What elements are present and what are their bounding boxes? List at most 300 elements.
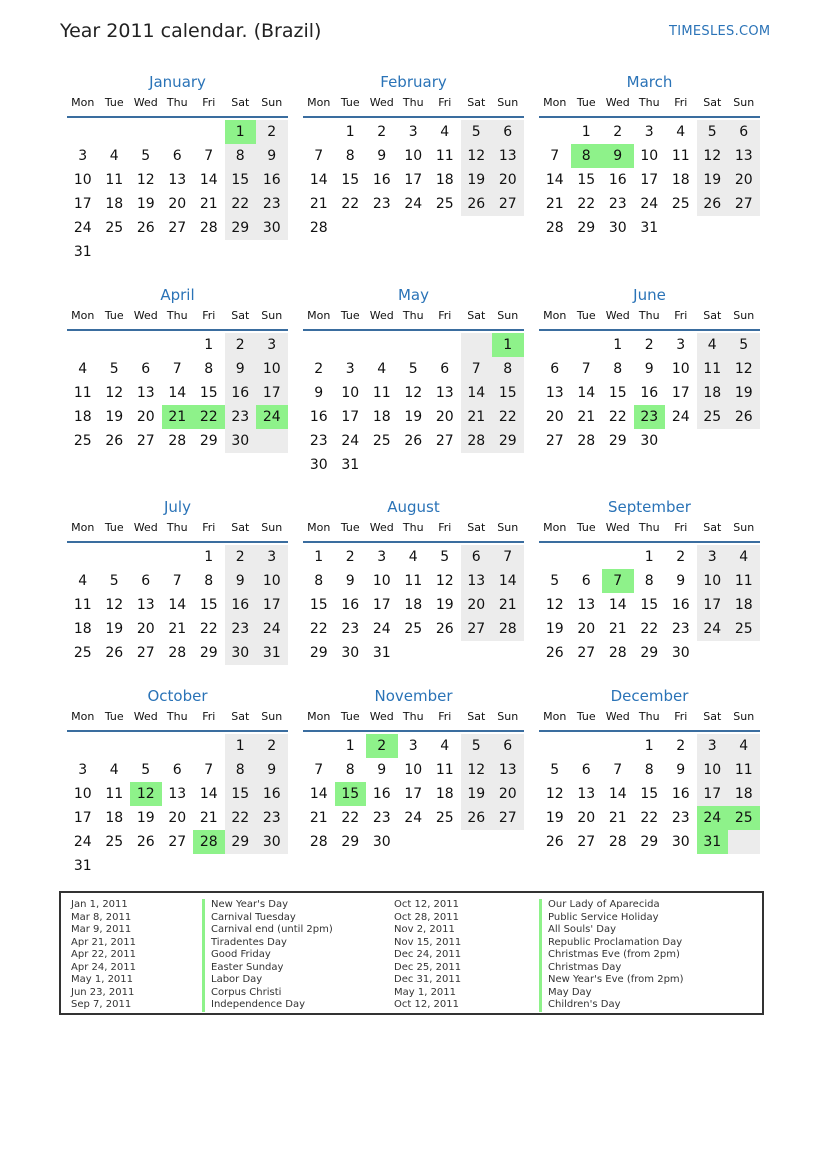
day-cell: 19 xyxy=(435,597,454,613)
day-cell: 25 xyxy=(73,645,92,661)
day-cell: 13 xyxy=(734,148,753,164)
weekday-label: Thu xyxy=(638,96,660,109)
day-cell: 9 xyxy=(235,573,245,589)
week-row xyxy=(303,641,524,665)
day-cell: 19 xyxy=(404,409,423,425)
month-december xyxy=(539,686,760,878)
day-cell: 9 xyxy=(377,762,387,778)
day-cell: 27 xyxy=(136,645,155,661)
day-cell: 28 xyxy=(467,433,486,449)
day-cell: 20 xyxy=(577,810,596,826)
month-name: July xyxy=(164,498,191,516)
weekday-header xyxy=(303,521,524,535)
week-row xyxy=(539,144,760,168)
day-cell: 4 xyxy=(676,124,686,140)
week-row xyxy=(539,405,760,429)
day-cell: 20 xyxy=(136,621,155,637)
holiday-date: Jun 23, 2011 xyxy=(71,986,135,998)
day-cell: 18 xyxy=(734,786,753,802)
weekday-header xyxy=(539,309,760,323)
weekday-label: Tue xyxy=(576,521,596,534)
week-row xyxy=(67,405,288,429)
day-cell: 14 xyxy=(545,172,564,188)
day-cell: 7 xyxy=(172,573,182,589)
day-cell: 27 xyxy=(435,433,454,449)
day-cell: 29 xyxy=(199,433,218,449)
holiday-day-cell: 8 xyxy=(571,144,603,168)
day-cell: 8 xyxy=(235,148,245,164)
week-row xyxy=(303,429,524,453)
week-row xyxy=(67,381,288,405)
weekday-label: Tue xyxy=(340,521,360,534)
week-row xyxy=(303,357,524,381)
day-cell: 10 xyxy=(640,148,659,164)
day-cell: 14 xyxy=(577,385,596,401)
day-cell: 3 xyxy=(267,549,277,565)
day-cell: 5 xyxy=(440,549,450,565)
day-cell: 18 xyxy=(73,409,92,425)
weekday-label: Fri xyxy=(674,309,688,322)
day-cell: 19 xyxy=(467,172,486,188)
day-cell: 28 xyxy=(608,834,627,850)
day-grid xyxy=(67,120,288,264)
holiday-day-cell: 7 xyxy=(602,569,634,593)
day-cell: 10 xyxy=(404,762,423,778)
week-row xyxy=(67,357,288,381)
week-row xyxy=(67,806,288,830)
weekday-label: Sun xyxy=(497,710,519,723)
day-cell: 9 xyxy=(377,148,387,164)
day-cell: 23 xyxy=(671,810,690,826)
header-rule xyxy=(67,541,288,543)
day-cell: 24 xyxy=(372,621,391,637)
day-cell: 24 xyxy=(73,834,92,850)
day-cell: 25 xyxy=(404,621,423,637)
day-cell: 30 xyxy=(372,834,391,850)
day-cell: 29 xyxy=(640,645,659,661)
day-cell: 10 xyxy=(262,361,281,377)
day-cell: 5 xyxy=(550,762,560,778)
day-cell: 11 xyxy=(372,385,391,401)
weekday-label: Fri xyxy=(202,710,216,723)
holiday-date: Sep 7, 2011 xyxy=(71,999,132,1010)
day-cell: 7 xyxy=(314,148,324,164)
day-cell: 17 xyxy=(671,385,690,401)
day-cell: 4 xyxy=(739,738,749,754)
day-grid xyxy=(303,120,524,264)
day-cell: 2 xyxy=(267,738,277,754)
day-cell: 12 xyxy=(545,597,564,613)
day-cell: 9 xyxy=(345,573,355,589)
day-cell: 19 xyxy=(136,810,155,826)
weekday-header xyxy=(303,710,524,724)
day-cell: 3 xyxy=(644,124,654,140)
day-cell: 10 xyxy=(73,172,92,188)
day-cell: 4 xyxy=(377,361,387,377)
day-grid xyxy=(303,545,524,689)
day-cell: 22 xyxy=(341,810,360,826)
day-grid xyxy=(67,734,288,878)
holiday-name: Carnival end (until 2pm) xyxy=(202,924,333,937)
weekday-label: Fri xyxy=(202,521,216,534)
day-cell: 22 xyxy=(341,196,360,212)
day-cell: 4 xyxy=(109,762,119,778)
day-cell: 3 xyxy=(707,549,717,565)
day-cell: 8 xyxy=(314,573,324,589)
day-cell: 2 xyxy=(235,549,245,565)
day-cell: 7 xyxy=(204,762,214,778)
day-cell: 18 xyxy=(435,172,454,188)
day-cell: 19 xyxy=(703,172,722,188)
weekday-label: Mon xyxy=(307,96,331,109)
day-cell: 22 xyxy=(577,196,596,212)
holiday-day-cell: 9 xyxy=(602,144,634,168)
weekday-label: Tue xyxy=(340,309,360,322)
day-cell: 11 xyxy=(73,597,92,613)
holiday-name: New Year's Eve (from 2pm) xyxy=(539,974,684,987)
day-cell: 6 xyxy=(141,361,151,377)
day-cell: 23 xyxy=(671,621,690,637)
day-cell: 26 xyxy=(467,196,486,212)
day-cell: 21 xyxy=(577,409,596,425)
day-cell: 18 xyxy=(671,172,690,188)
day-cell: 9 xyxy=(644,361,654,377)
month-october xyxy=(67,686,288,878)
day-cell: 6 xyxy=(471,549,481,565)
holiday-day-cell: 24 xyxy=(697,806,729,830)
month-name: August xyxy=(387,498,440,516)
weekday-label: Sun xyxy=(261,521,283,534)
day-cell: 30 xyxy=(671,834,690,850)
weekday-label: Wed xyxy=(605,309,630,322)
day-cell: 18 xyxy=(404,597,423,613)
day-cell: 18 xyxy=(703,385,722,401)
day-cell: 6 xyxy=(503,738,513,754)
weekday-label: Thu xyxy=(166,96,188,109)
day-cell: 17 xyxy=(73,810,92,826)
holiday-date: Dec 24, 2011 xyxy=(394,949,462,960)
day-cell: 3 xyxy=(707,738,717,754)
holiday-day-cell: 22 xyxy=(193,405,225,429)
day-cell: 13 xyxy=(545,385,564,401)
day-cell: 31 xyxy=(73,244,92,260)
holiday-day-cell: 25 xyxy=(728,806,760,830)
day-cell: 29 xyxy=(498,433,517,449)
day-cell: 3 xyxy=(78,762,88,778)
day-cell: 27 xyxy=(577,645,596,661)
day-cell: 31 xyxy=(341,457,360,473)
holiday-date: Mar 8, 2011 xyxy=(71,911,132,923)
day-cell: 26 xyxy=(404,433,423,449)
header-rule xyxy=(303,730,524,732)
day-cell: 11 xyxy=(105,172,124,188)
day-cell: 20 xyxy=(498,172,517,188)
holiday-day-cell: 23 xyxy=(634,405,666,429)
week-row xyxy=(539,569,760,593)
month-name: December xyxy=(610,687,689,705)
day-grid xyxy=(303,734,524,878)
week-row xyxy=(67,429,288,453)
week-row xyxy=(303,593,524,617)
weekday-label: Wed xyxy=(133,710,158,723)
weekday-header xyxy=(539,96,760,110)
day-cell: 23 xyxy=(231,409,250,425)
day-cell: 2 xyxy=(345,549,355,565)
day-cell: 16 xyxy=(671,597,690,613)
week-row xyxy=(67,333,288,357)
month-name: January xyxy=(149,73,206,91)
day-cell: 27 xyxy=(498,810,517,826)
day-cell: 14 xyxy=(168,385,187,401)
header-rule xyxy=(67,730,288,732)
holiday-date: May 1, 2011 xyxy=(71,974,134,985)
day-cell: 17 xyxy=(73,196,92,212)
weekday-label: Tue xyxy=(340,710,360,723)
day-cell: 1 xyxy=(204,549,214,565)
weekday-label: Wed xyxy=(605,710,630,723)
week-row xyxy=(67,593,288,617)
week-row xyxy=(67,545,288,569)
day-cell: 11 xyxy=(73,385,92,401)
holiday-day-cell: 31 xyxy=(697,830,729,854)
day-cell: 26 xyxy=(136,220,155,236)
holiday-name: Our Lady of Aparecida xyxy=(539,899,684,912)
day-cell: 31 xyxy=(640,220,659,236)
day-cell: 17 xyxy=(341,409,360,425)
header-rule xyxy=(539,116,760,118)
week-row xyxy=(539,734,760,758)
day-cell: 29 xyxy=(608,433,627,449)
week-row xyxy=(303,830,524,854)
week-row xyxy=(303,453,524,477)
day-cell: 2 xyxy=(314,361,324,377)
day-cell: 30 xyxy=(608,220,627,236)
holiday-name: Corpus Christi xyxy=(202,987,333,1000)
day-cell: 12 xyxy=(545,786,564,802)
week-row xyxy=(539,617,760,641)
day-cell: 16 xyxy=(640,385,659,401)
legend-dates-right xyxy=(394,899,461,1012)
day-cell: 14 xyxy=(608,597,627,613)
weekday-label: Wed xyxy=(133,309,158,322)
day-cell: 6 xyxy=(581,573,591,589)
weekday-label: Wed xyxy=(369,521,394,534)
day-cell: 3 xyxy=(408,738,418,754)
day-cell: 7 xyxy=(314,762,324,778)
day-cell: 23 xyxy=(231,621,250,637)
week-row xyxy=(303,617,524,641)
week-row xyxy=(67,782,288,806)
day-cell: 25 xyxy=(734,621,753,637)
day-cell: 8 xyxy=(644,573,654,589)
weekday-label: Wed xyxy=(605,521,630,534)
weekday-header xyxy=(67,96,288,110)
day-cell: 19 xyxy=(136,196,155,212)
day-cell: 12 xyxy=(136,172,155,188)
weekday-label: Sat xyxy=(467,521,486,534)
day-cell: 6 xyxy=(172,148,182,164)
weekday-label: Mon xyxy=(71,710,95,723)
week-row xyxy=(539,758,760,782)
month-name: February xyxy=(380,73,447,91)
day-cell: 9 xyxy=(314,385,324,401)
day-cell: 10 xyxy=(262,573,281,589)
week-row xyxy=(303,806,524,830)
day-cell: 8 xyxy=(204,573,214,589)
weekday-label: Wed xyxy=(369,96,394,109)
weekday-label: Thu xyxy=(638,309,660,322)
week-row xyxy=(539,357,760,381)
day-cell: 9 xyxy=(267,148,277,164)
day-cell: 26 xyxy=(136,834,155,850)
day-cell: 8 xyxy=(235,762,245,778)
day-cell: 16 xyxy=(671,786,690,802)
day-cell: 8 xyxy=(503,361,513,377)
day-cell: 5 xyxy=(109,573,119,589)
day-cell: 4 xyxy=(440,738,450,754)
weekday-label: Fri xyxy=(674,710,688,723)
day-cell: 14 xyxy=(199,172,218,188)
day-cell: 12 xyxy=(467,148,486,164)
day-cell: 20 xyxy=(467,597,486,613)
header-rule xyxy=(67,329,288,331)
day-cell: 10 xyxy=(703,573,722,589)
day-cell: 14 xyxy=(498,573,517,589)
weekday-label: Thu xyxy=(166,309,188,322)
weekday-label: Sat xyxy=(467,710,486,723)
weekday-label: Mon xyxy=(71,309,95,322)
day-cell: 29 xyxy=(231,834,250,850)
weekday-label: Fri xyxy=(202,309,216,322)
holiday-name: Carnival Tuesday xyxy=(202,912,333,925)
weekday-label: Sun xyxy=(261,96,283,109)
day-cell: 27 xyxy=(498,196,517,212)
day-cell: 21 xyxy=(498,597,517,613)
day-cell: 14 xyxy=(168,597,187,613)
weekday-label: Mon xyxy=(543,96,567,109)
day-cell: 10 xyxy=(404,148,423,164)
day-cell: 7 xyxy=(204,148,214,164)
month-november xyxy=(303,686,524,878)
weekday-label: Tue xyxy=(576,309,596,322)
day-cell: 25 xyxy=(435,810,454,826)
day-cell: 21 xyxy=(309,196,328,212)
day-cell: 24 xyxy=(262,621,281,637)
weekday-label: Tue xyxy=(104,309,124,322)
day-grid xyxy=(539,545,760,689)
weekday-label: Fri xyxy=(202,96,216,109)
weekday-label: Fri xyxy=(438,521,452,534)
weekday-label: Fri xyxy=(438,309,452,322)
day-cell: 16 xyxy=(372,786,391,802)
weekday-label: Tue xyxy=(576,710,596,723)
day-cell: 16 xyxy=(231,597,250,613)
day-cell: 8 xyxy=(345,148,355,164)
month-name: March xyxy=(626,73,673,91)
weekday-label: Fri xyxy=(438,96,452,109)
weekday-label: Sat xyxy=(703,96,722,109)
weekday-label: Thu xyxy=(402,521,424,534)
day-cell: 4 xyxy=(408,549,418,565)
holiday-date: Oct 12, 2011 xyxy=(394,999,459,1010)
weekday-label: Tue xyxy=(340,96,360,109)
day-cell: 9 xyxy=(676,762,686,778)
day-cell: 4 xyxy=(707,337,717,353)
week-row xyxy=(303,381,524,405)
day-cell: 9 xyxy=(676,573,686,589)
weekday-header xyxy=(539,521,760,535)
week-row xyxy=(539,120,760,144)
day-cell: 13 xyxy=(498,762,517,778)
day-cell: 22 xyxy=(640,621,659,637)
day-cell: 2 xyxy=(235,337,245,353)
day-cell: 10 xyxy=(73,786,92,802)
day-cell: 27 xyxy=(136,433,155,449)
day-cell: 15 xyxy=(608,385,627,401)
day-cell: 26 xyxy=(734,409,753,425)
weekday-label: Mon xyxy=(71,521,95,534)
week-row xyxy=(67,617,288,641)
week-row xyxy=(303,405,524,429)
holiday-date: Jan 1, 2011 xyxy=(71,899,128,910)
day-cell: 27 xyxy=(467,621,486,637)
day-cell: 4 xyxy=(440,124,450,140)
day-cell: 6 xyxy=(581,762,591,778)
day-cell: 23 xyxy=(262,196,281,212)
day-cell: 26 xyxy=(435,621,454,637)
month-name: September xyxy=(608,498,691,516)
day-cell: 30 xyxy=(671,645,690,661)
day-cell: 17 xyxy=(404,786,423,802)
weekday-label: Sun xyxy=(733,710,755,723)
day-cell: 24 xyxy=(73,220,92,236)
day-cell: 5 xyxy=(109,361,119,377)
holiday-day-cell: 28 xyxy=(193,830,225,854)
weekday-label: Mon xyxy=(543,309,567,322)
day-cell: 2 xyxy=(644,337,654,353)
day-cell: 7 xyxy=(172,361,182,377)
week-row xyxy=(539,545,760,569)
day-cell: 7 xyxy=(613,762,623,778)
day-cell: 5 xyxy=(141,762,151,778)
day-cell: 1 xyxy=(345,124,355,140)
day-cell: 18 xyxy=(105,810,124,826)
day-cell: 28 xyxy=(608,645,627,661)
day-cell: 21 xyxy=(309,810,328,826)
day-cell: 11 xyxy=(734,762,753,778)
week-row xyxy=(303,120,524,144)
day-cell: 30 xyxy=(231,433,250,449)
day-cell: 22 xyxy=(498,409,517,425)
day-grid xyxy=(303,333,524,477)
day-cell: 15 xyxy=(498,385,517,401)
day-cell: 12 xyxy=(734,361,753,377)
day-cell: 21 xyxy=(199,810,218,826)
day-cell: 4 xyxy=(739,549,749,565)
weekday-label: Thu xyxy=(402,309,424,322)
week-row xyxy=(539,641,760,665)
day-cell: 18 xyxy=(73,621,92,637)
day-cell: 17 xyxy=(262,385,281,401)
day-cell: 27 xyxy=(168,220,187,236)
week-row xyxy=(303,569,524,593)
site-link[interactable]: TIMESLES.COM xyxy=(669,24,771,39)
day-grid xyxy=(67,545,288,689)
week-row xyxy=(67,168,288,192)
holiday-name: Tiradentes Day xyxy=(202,937,333,950)
holiday-name: Christmas Eve (from 2pm) xyxy=(539,949,684,962)
day-cell: 14 xyxy=(199,786,218,802)
